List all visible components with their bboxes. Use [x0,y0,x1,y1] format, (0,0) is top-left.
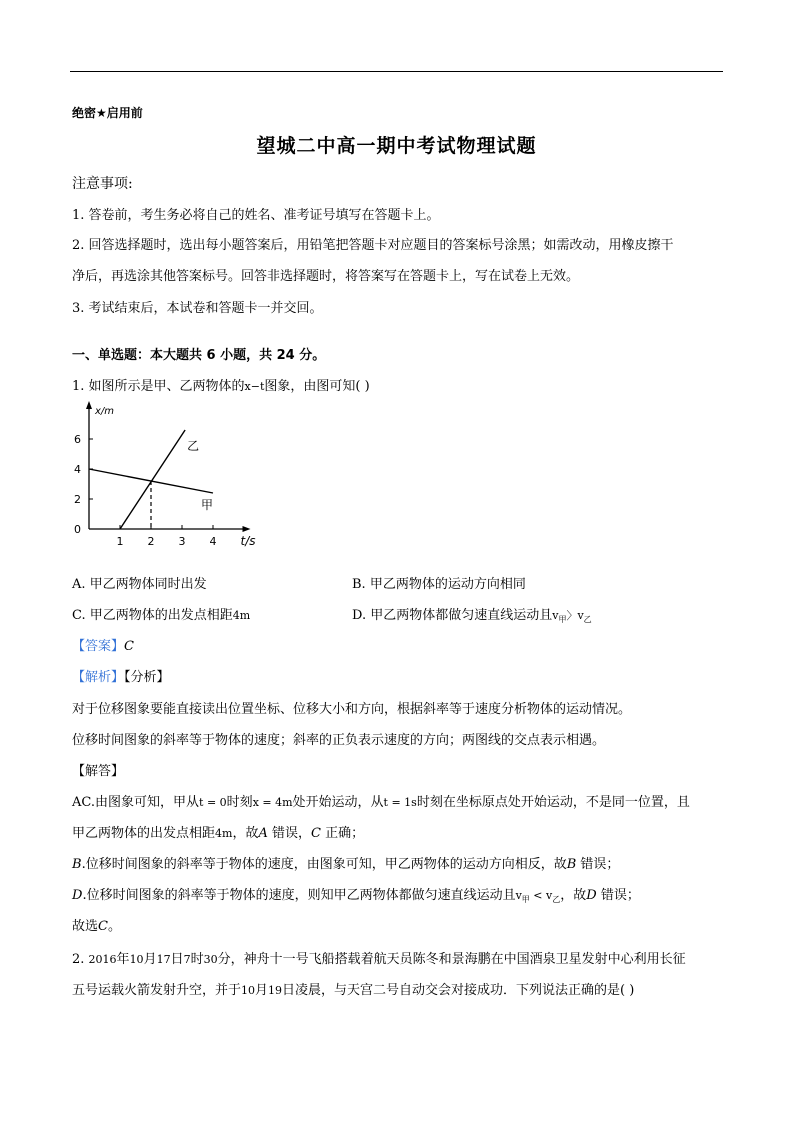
v-symbol: v [515,889,522,902]
q2-text: 月 [143,952,157,967]
analysis-line: 对于位移图象要能直接读出位置坐标、位移大小和方向，根据斜率等于速度分析物体的运动情况。 [72,702,632,717]
solution-text: .位移时间图象的斜率等于物体的速度，由图象可知，甲乙两物体的运动方向相反，故 [81,857,567,872]
option-letter: C [311,826,321,841]
y-tick-label: 6 [74,433,81,446]
series-label-jia: 甲 [201,498,214,512]
answer-tag: 【答案】 [72,639,125,654]
solution-d [72,886,640,910]
option-letter: C [98,919,108,934]
section-heading: 一、单选题：本大题共 6 小题，共 24 分。 [72,348,326,363]
solution-text: 时刻在坐标原点处开始运动，不是同一位置，且 [416,795,690,810]
math-expr: t = 0 [199,796,227,809]
page-title: 望城二中高一期中考试物理试题 [256,135,537,157]
solution-text: 故选 [72,919,99,934]
notice-heading: 注意事项: [72,176,133,192]
x-axis-arrow [243,526,251,532]
v-symbol: v [552,609,559,622]
q1-analysis-head [72,668,170,688]
q1-option-a: A. 甲乙两物体同时出发 [72,577,207,592]
q1-stem [72,377,370,397]
q1-option-d [352,606,592,630]
x-tick-label: 3 [178,535,186,548]
q2-text: 五号运载火箭发射升空，并于 [72,983,242,998]
solution-text: ，故 [232,826,259,841]
q1-xt-chart [70,400,260,550]
q1-stem-c: 图象，由图可知( ) [264,379,370,394]
q1-option-d-text: D. 甲乙两物体都做匀速直线运动且 [352,608,553,623]
subscript-yi: 乙 [552,895,561,904]
solution-text: 时刻 [226,795,253,810]
series-label-yi: 乙 [187,439,200,453]
q2-number: 17 [156,953,171,966]
notice-item: 1. 答卷前，考生务必将自己的姓名、准考证号填写在答题卡上。 [72,208,440,223]
analysis-subhead: 【分析】 [124,670,170,685]
q2-text: 年 [116,952,130,967]
q2-text: 日 [170,952,184,967]
q2-stem-line1 [72,950,686,970]
q1-option-c-value: 4m [232,609,251,622]
solution-text: 处开始运动，从 [292,795,384,810]
math-expr: x = 4m [252,796,293,809]
notice-item: 净后，再选涂其他答案标号。回答非选择题时，将答案写在答题卡上，写在试卷上无效。 [72,269,580,284]
x-tick-label: 1 [116,535,124,548]
q2-number: 30 [203,953,218,966]
subscript-jia: 甲 [521,895,530,904]
q2-text: 时 [190,952,204,967]
q2-number: 10 [241,984,256,997]
x-axis-label: t/s [240,534,256,548]
q2-text: 月 [255,983,269,998]
solution-text: .位移时间图象的斜率等于物体的速度，则知甲乙两物体都做匀速直线运动且 [82,888,516,903]
q2-number: 2016 [88,953,117,966]
math-expr: 4m [215,827,233,840]
answer-value: C [124,639,134,654]
q2-number: 19 [268,984,283,997]
q1-option-c-text: C. 甲乙两物体的出发点相距 [72,608,233,623]
solution-ac-cont [72,824,364,844]
q2-number: 7 [183,953,191,966]
q1-stem-a: 1. 如图所示是甲、乙两物体的 [72,379,245,394]
math-expr: < v [529,889,553,902]
solution-ac [72,793,690,813]
y-axis-arrow [86,401,92,409]
q2-stem-line2 [72,981,634,1001]
analysis-line: 位移时间图象的斜率等于物体的速度；斜率的正负表示速度的方向；两图线的交点表示相遇。 [72,733,606,748]
subscript-yi: 乙 [583,615,592,624]
q1-option-b: B. 甲乙两物体的运动方向相同 [352,577,526,592]
solution-text: 由图象可知，甲从 [95,795,200,810]
solution-text: ，故 [560,888,587,903]
option-letter: B [72,857,82,872]
option-letter: A [258,826,268,841]
solution-text: 错误， [267,826,311,841]
x-tick-label: 4 [209,535,217,548]
v-symbol: 〉v [566,609,584,622]
notice-item: 3. 考试结束后，本试卷和答题卡一并交回。 [72,301,323,316]
solution-b [72,855,619,875]
q1-option-c [72,606,250,626]
solution-final [72,917,121,937]
y-axis-label: x/m [95,406,115,417]
solution-text: 错误； [596,888,640,903]
option-letter: D [72,888,83,903]
solution-label: AC. [72,795,96,810]
q2-text: 日凌晨，与天宫二号自动交会对接成功．下列说法正确的是( ) [282,983,635,998]
solution-head: 【解答】 [72,764,125,779]
secret-label: 绝密★启用前 [72,106,143,120]
x-tick-label: 2 [147,535,155,548]
math-expr: t = 1s [383,796,417,809]
subscript-jia: 甲 [558,615,567,624]
q2-number: 10 [129,953,144,966]
header-rule [70,71,723,72]
solution-text: 正确； [320,826,365,841]
q2-text: 分，神舟十一号飞船搭载着航天员陈冬和景海鹏在中国酒泉卫星发射中心利用长征 [217,952,686,967]
y-tick-label: 4 [74,463,81,476]
notice-item: 2. 回答选择题时，选出每小题答案后，用铅笔把答题卡对应题目的答案标号涂黑；如需改动，用橡皮擦干 [72,238,674,253]
solution-text: 甲乙两物体的出发点相距 [72,826,216,841]
option-letter: D [586,888,597,903]
q1-stem-b: x−t [244,380,265,393]
option-letter: B [566,857,577,872]
q1-answer [72,637,134,657]
solution-text: 错误； [576,857,620,872]
analysis-tag: 【解析】 [72,670,125,685]
solution-text: 。 [107,919,121,934]
chart-plot-area [74,401,256,548]
q2-text: 2. [72,952,89,967]
series-line-yi [120,430,185,529]
y-tick-label: 0 [74,523,81,536]
y-tick-label: 2 [74,493,81,506]
